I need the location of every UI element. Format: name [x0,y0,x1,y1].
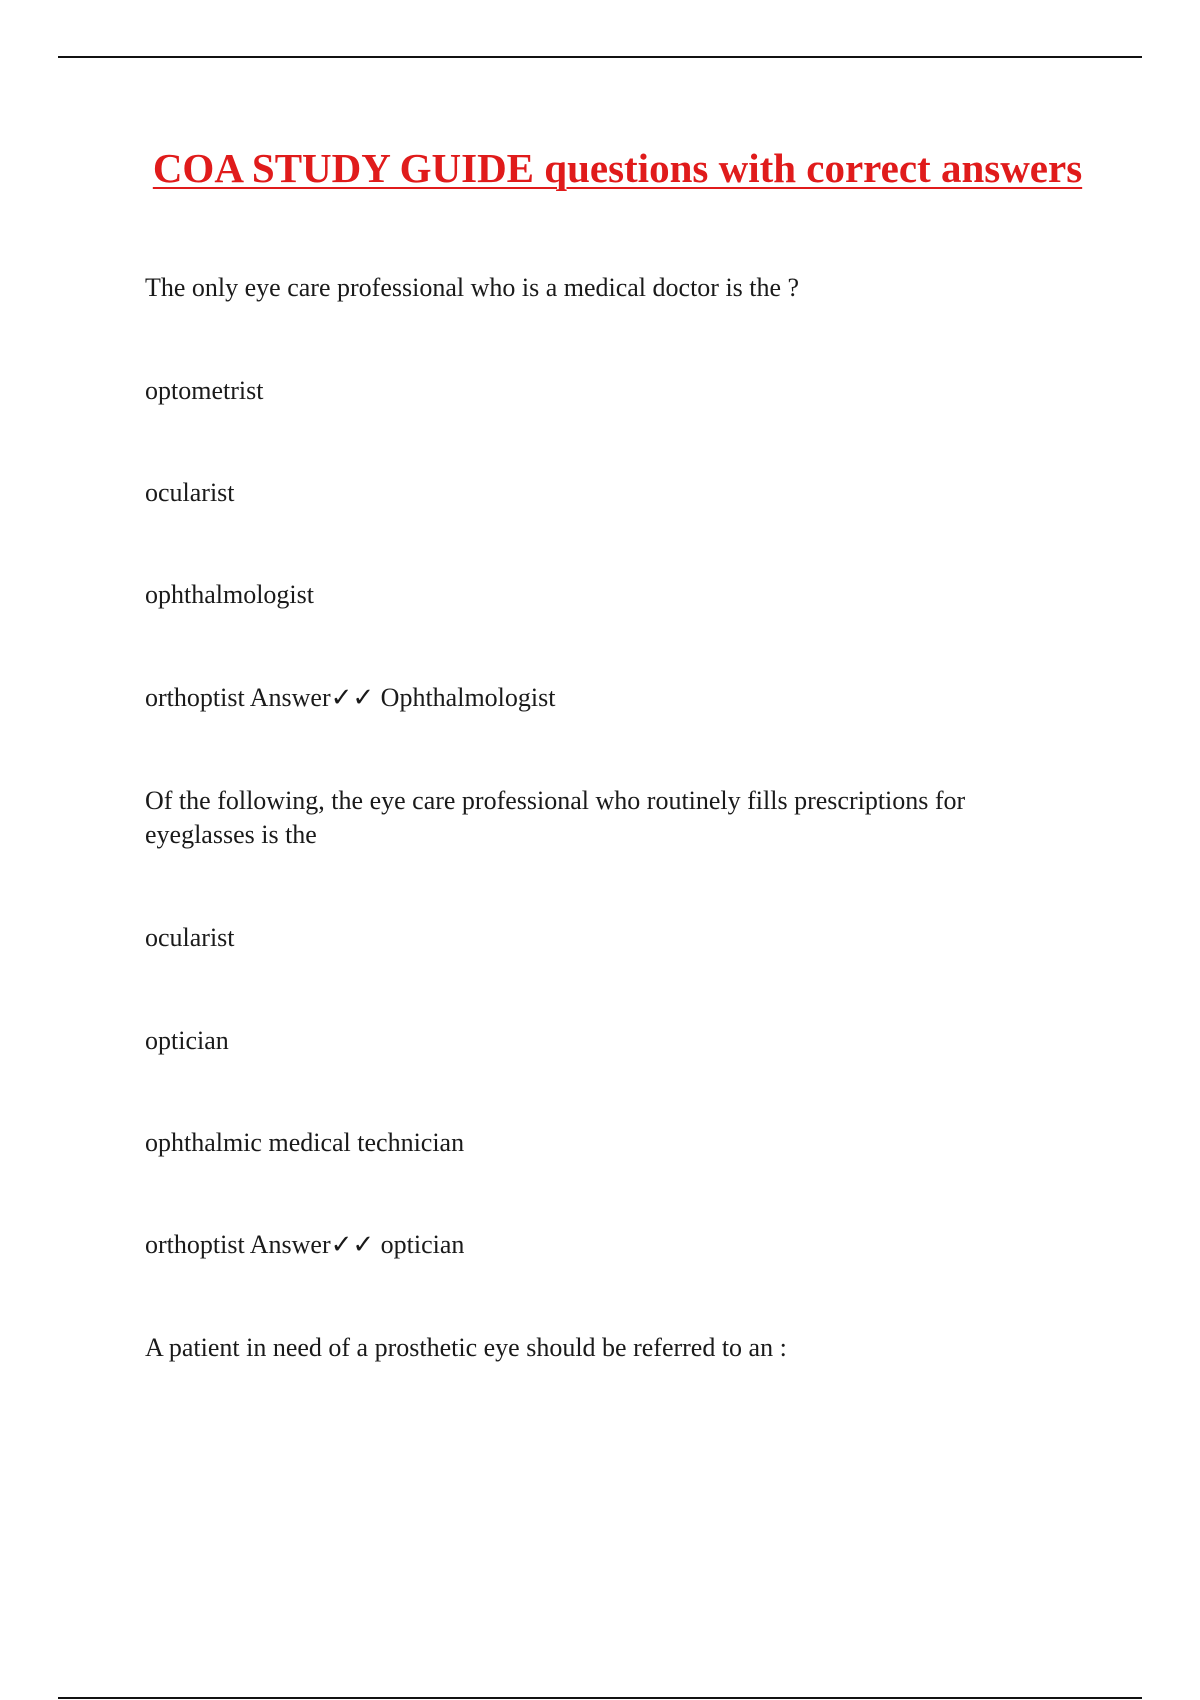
question-2-option-d-answer: orthoptist Answer✓✓ optician [145,1230,465,1259]
question-2-text: Of the following, the eye care professional who routinely fills prescriptions for eyeglasses is the [145,786,966,849]
question-3-text: A patient in need of a prosthetic eye should be referred to an : [145,1333,787,1362]
footer-rule [58,1697,1142,1699]
question-2-option-c: ophthalmic medical technician [145,1128,465,1157]
question-1-option-d-answer: orthoptist Answer✓✓ Ophthalmologist [145,683,556,712]
header-rule [58,56,1142,58]
question-1-option-c: ophthalmologist [145,580,314,609]
question-2-option-a: ocularist [145,923,235,952]
question-1-option-a: optometrist [145,376,264,405]
question-1-option-b: ocularist [145,478,235,507]
document-title: COA STUDY GUIDE questions with correct answers [152,145,1083,191]
question-2-option-b: optician [145,1026,229,1055]
question-1-text: The only eye care professional who is a medical doctor is the ? [145,273,800,302]
